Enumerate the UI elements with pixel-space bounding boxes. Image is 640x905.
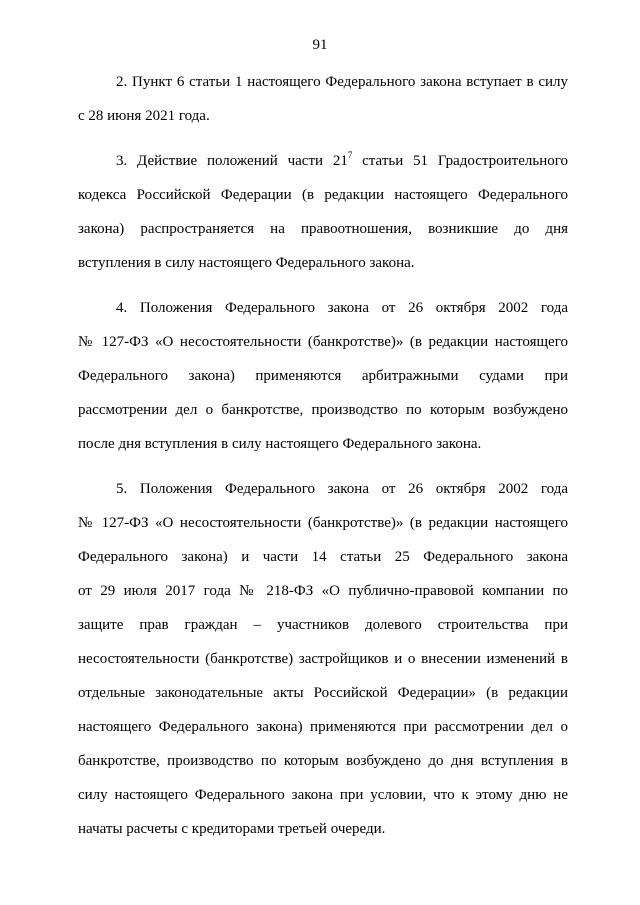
page-number: 91 (312, 37, 328, 53)
paragraph-4 (78, 291, 568, 461)
paragraph-line: отдельные законодательные акты Российской Федерации» (в редакции (78, 685, 568, 701)
document-body (78, 65, 568, 857)
paragraph-line: от 29 июля 2017 года № 218-ФЗ «О публично-правовой компании по (78, 583, 568, 599)
paragraph-3 (78, 144, 568, 280)
paragraph-line: Федерального закона) применяются арбитражными судами при (78, 368, 568, 384)
paragraph-line: Федерального закона) и части 14 статьи 25 Федерального закона (78, 549, 568, 565)
paragraph-line: настоящего Федерального закона) применяются при рассмотрении дел о (78, 719, 568, 735)
paragraph-line: закона) распространяется на правоотношения, возникшие до дня (78, 221, 568, 237)
paragraph-line (78, 144, 568, 178)
paragraph-line: № 127-ФЗ «О несостоятельности (банкротстве)» (в редакции настоящего (78, 515, 568, 531)
paragraph-line: с 28 июня 2021 года. (78, 108, 210, 124)
paragraph-line-start: 3. Действие положений части 21 (116, 153, 348, 169)
paragraph-line: 5. Положения Федерального закона от 26 октября 2002 года (116, 481, 568, 497)
paragraph-5 (78, 472, 568, 846)
paragraph-line: кодекса Российской Федерации (в редакции настоящего Федерального (78, 187, 568, 203)
paragraph-line: силу настоящего Федерального закона при условии, что к этому дню не (78, 787, 568, 803)
paragraph-line: защите прав граждан – участников долевого строительства при (78, 617, 568, 633)
paragraph-line: начаты расчеты с кредиторами третьей очереди. (78, 821, 386, 837)
paragraph-line: № 127-ФЗ «О несостоятельности (банкротстве)» (в редакции настоящего (78, 334, 568, 350)
paragraph-line: после дня вступления в силу настоящего Федерального закона. (78, 436, 482, 452)
paragraph-line: несостоятельности (банкротстве) застройщиков и о внесении изменений в (78, 651, 568, 667)
paragraph-line: вступления в силу настоящего Федерального закона. (78, 255, 415, 271)
paragraph-2 (78, 65, 568, 133)
superscript-index: 7 (347, 150, 353, 160)
paragraph-line: 4. Положения Федерального закона от 26 октября 2002 года (116, 300, 568, 316)
paragraph-line: рассмотрении дел о банкротстве, производство по которым возбуждено (78, 402, 568, 418)
paragraph-line: 2. Пункт 6 статьи 1 настоящего Федерального закона вступает в силу (116, 74, 568, 90)
paragraph-line: банкротстве, производство по которым возбуждено до дня вступления в (78, 753, 568, 769)
paragraph-line-end: статьи 51 Градостроительного (352, 153, 569, 169)
